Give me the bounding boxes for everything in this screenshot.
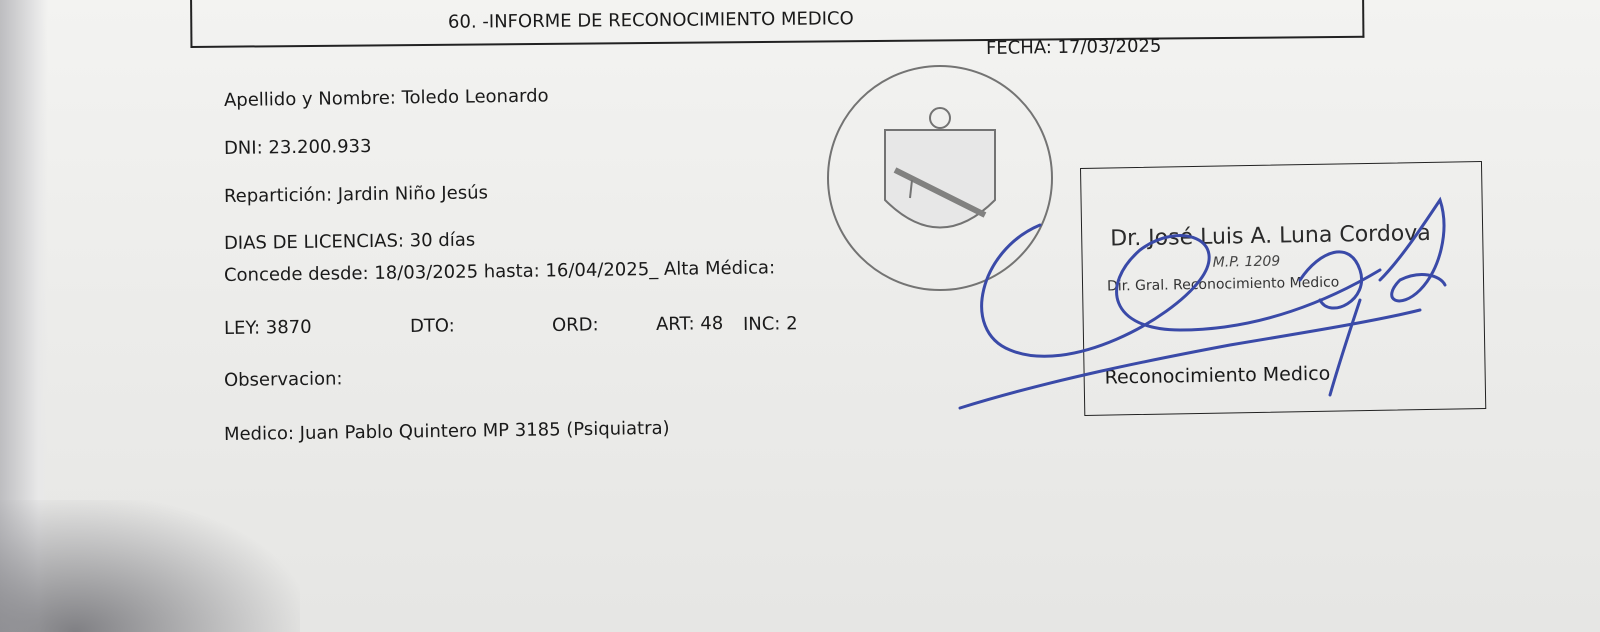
stamp-direccion: Dir. Gral. Reconocimiento Medico (1106, 274, 1340, 295)
field-concede: Concede desde: 18/03/2025 hasta: 16/04/2025_ Alta Médica: (223, 257, 776, 286)
stamp-doctor-name: Dr. José Luis A. Luna Cordova (1110, 220, 1431, 252)
field-nombre: Apellido y Nombre: Toledo Leonardo (223, 85, 549, 111)
field-ord: ORD: (551, 314, 599, 336)
stamp-mp: M.P. 1209 (1212, 253, 1281, 271)
field-reparticion: Repartición: Jardin Niño Jesús (223, 182, 489, 207)
field-ley: LEY: 3870 (223, 316, 312, 339)
fecha: FECHA: 17/03/2025 (985, 35, 1162, 59)
stamp-footer: Reconocimiento Medico (1104, 362, 1331, 389)
document-title: 60. -INFORME DE RECONOCIMIENTO MEDICO (447, 8, 854, 33)
official-seal-icon (828, 66, 1052, 290)
field-dni: DNI: 23.200.933 (223, 135, 372, 159)
field-dto: DTO: (409, 315, 455, 337)
field-medico: Medico: Juan Pablo Quintero MP 3185 (Psiquiatra) (223, 417, 670, 445)
field-dias: DIAS DE LICENCIAS: 30 días (223, 229, 476, 254)
field-art: ART: 48 (655, 313, 724, 335)
field-observacion: Observacion: (223, 368, 343, 391)
field-inc: INC: 2 (742, 313, 798, 335)
signature-icon (960, 200, 1445, 408)
